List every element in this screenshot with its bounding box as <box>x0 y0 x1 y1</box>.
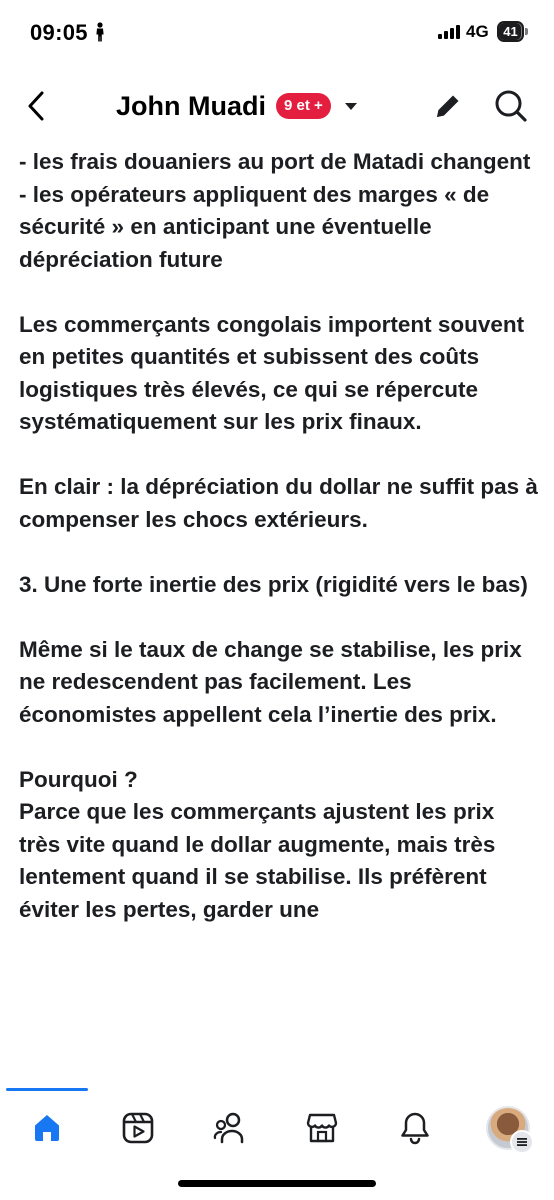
battery-level-text: 41 <box>503 24 518 39</box>
post-paragraph: - les frais douaniers au port de Matadi changent - les opérateurs appliquent des marges « de sécurité » en anticipant une éventuelle dépréciation future <box>19 149 531 272</box>
notification-badge: 9 et + <box>276 93 331 119</box>
network-label: 4G <box>466 22 489 41</box>
post-paragraph: Pourquoi ? Parce que les commerçants ajustent les prix très vite quand le dollar augmente, mais très lentement quand il se stabilise. Ils préfèrent éviter les pertes, garder une <box>19 766 496 922</box>
status-time: 09:05 <box>30 20 88 45</box>
page-title: John Muadi <box>116 90 266 121</box>
marketplace-icon <box>305 1111 339 1145</box>
home-indicator <box>178 1180 376 1187</box>
signal-icon <box>438 25 460 39</box>
friends-icon <box>213 1111 249 1145</box>
menu-icon <box>510 1130 534 1154</box>
tab-profile[interactable] <box>486 1106 530 1150</box>
post-paragraph: En clair : la dépréciation du dollar ne suffit pas à compenser les chocs extérieurs. <box>19 474 538 532</box>
video-icon <box>121 1111 155 1145</box>
tab-notifications[interactable] <box>385 1104 445 1152</box>
post-body <box>19 146 539 1076</box>
back-button[interactable] <box>18 86 54 126</box>
post-paragraph: Les commerçants congolais importent souvent en petites quantités et subissent des coûts logistiques très élevés, ce qui se répercute systématiquement sur les prix finaux. <box>19 311 525 434</box>
section-heading: 3. Une forte inertie des prix (rigidité vers le bas) <box>19 571 528 597</box>
title-dropdown[interactable] <box>116 86 358 126</box>
battery-icon <box>497 21 528 42</box>
tab-video[interactable] <box>108 1104 168 1152</box>
tab-friends[interactable] <box>201 1104 261 1152</box>
pencil-icon <box>433 91 463 121</box>
caret-down-icon <box>344 102 358 111</box>
edit-button[interactable] <box>428 86 468 126</box>
bell-icon <box>399 1111 431 1145</box>
status-bar <box>0 0 554 66</box>
home-icon <box>31 1112 63 1144</box>
search-button[interactable] <box>491 85 531 127</box>
tab-marketplace[interactable] <box>292 1104 352 1152</box>
search-icon <box>494 89 528 123</box>
active-tab-indicator <box>6 1088 88 1091</box>
person-icon <box>95 22 105 42</box>
header <box>0 76 554 136</box>
tab-home[interactable] <box>17 1104 77 1152</box>
back-chevron-icon <box>27 91 45 121</box>
post-paragraph: Même si le taux de change se stabilise, les prix ne redescendent pas facilement. Les économistes appellent cela l’inertie des prix. <box>19 636 522 727</box>
